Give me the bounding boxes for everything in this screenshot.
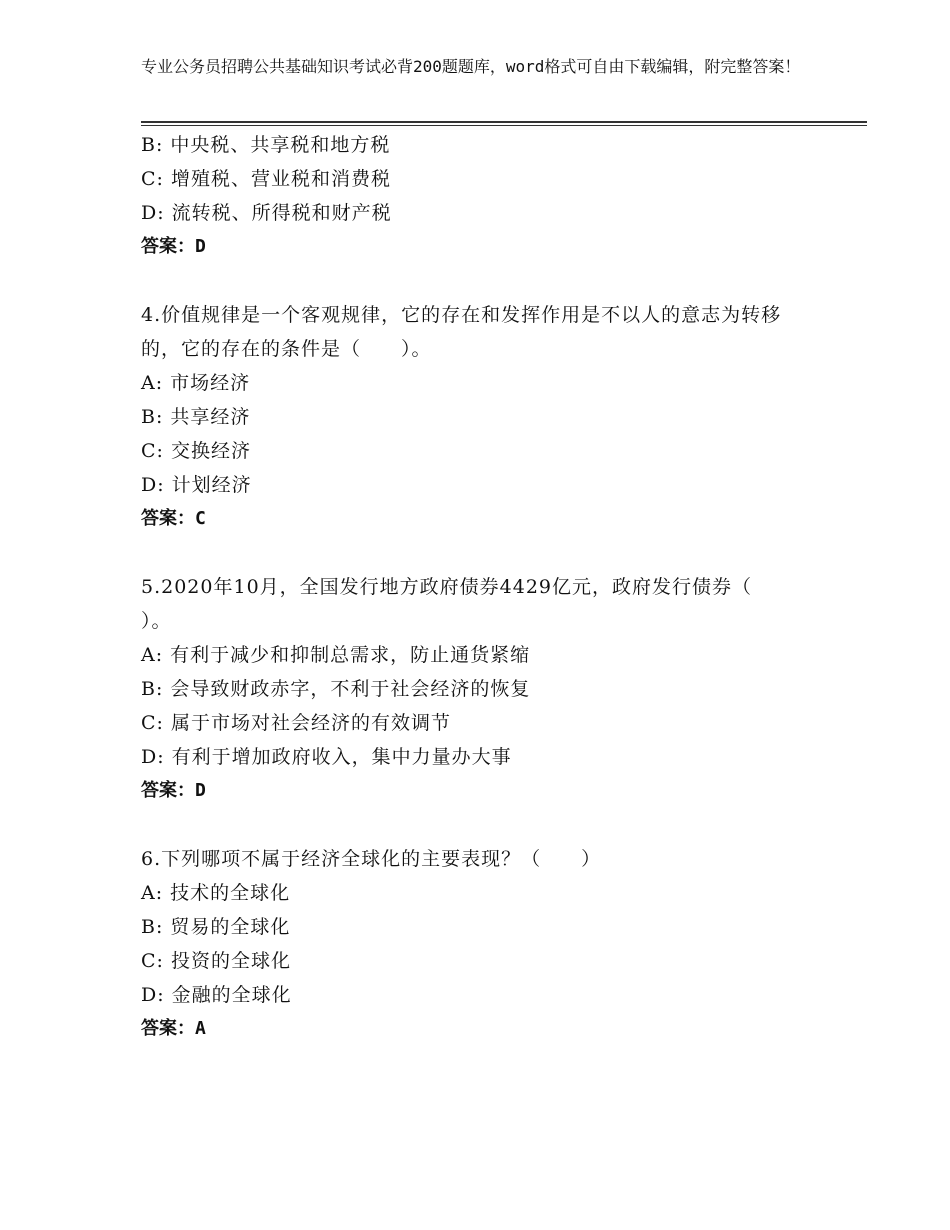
document-header (141, 56, 821, 78)
option-c: C: 增殖税、营业税和消费税 (141, 168, 391, 190)
option-d: D: 金融的全球化 (141, 984, 292, 1006)
option-a: A: 技术的全球化 (141, 882, 291, 904)
option-b: B: 共享经济 (141, 406, 251, 428)
answer-label: 答案：D (141, 780, 206, 801)
question-4 (141, 298, 821, 536)
option-d: D: 计划经济 (141, 474, 252, 496)
option-c: C: 属于市场对社会经济的有效调节 (141, 712, 451, 734)
option-b: B: 贸易的全球化 (141, 916, 291, 938)
header-title: 专业公务员招聘公共基础知识考试必背200题题库，word格式可自由下载编辑，附完整答案！ (141, 57, 801, 76)
option-a: A: 有利于减少和抑制总需求，防止通货紧缩 (141, 644, 531, 666)
question-text: 4.价值规律是一个客观规律，它的存在和发挥作用是不以人的意志为转移的，它的存在的条件是（ ）。 (141, 304, 782, 360)
spacer (141, 808, 821, 842)
spacer (141, 536, 821, 570)
header-divider (141, 121, 867, 126)
option-c: C: 投资的全球化 (141, 950, 291, 972)
question-6 (141, 842, 821, 1046)
option-b: B: 会导致财政赤字，不利于社会经济的恢复 (141, 678, 531, 700)
answer-label: 答案：D (141, 236, 206, 257)
document-body (141, 128, 821, 1046)
question-5 (141, 570, 821, 808)
question-text: 6.下列哪项不属于经济全球化的主要表现？（ ） (141, 848, 602, 870)
option-d: D: 流转税、所得税和财产税 (141, 202, 392, 224)
spacer (141, 264, 821, 298)
option-d: D: 有利于增加政府收入，集中力量办大事 (141, 746, 512, 768)
answer-label: 答案：A (141, 1018, 206, 1039)
question-text: 5.2020年10月，全国发行地方政府债券4429亿元，政府发行债券（ ）。 (141, 576, 793, 632)
option-c: C: 交换经济 (141, 440, 251, 462)
option-b: B: 中央税、共享税和地方税 (141, 134, 391, 156)
question-3-continued (141, 128, 821, 264)
option-a: A: 市场经济 (141, 372, 251, 394)
answer-label: 答案：C (141, 508, 206, 529)
